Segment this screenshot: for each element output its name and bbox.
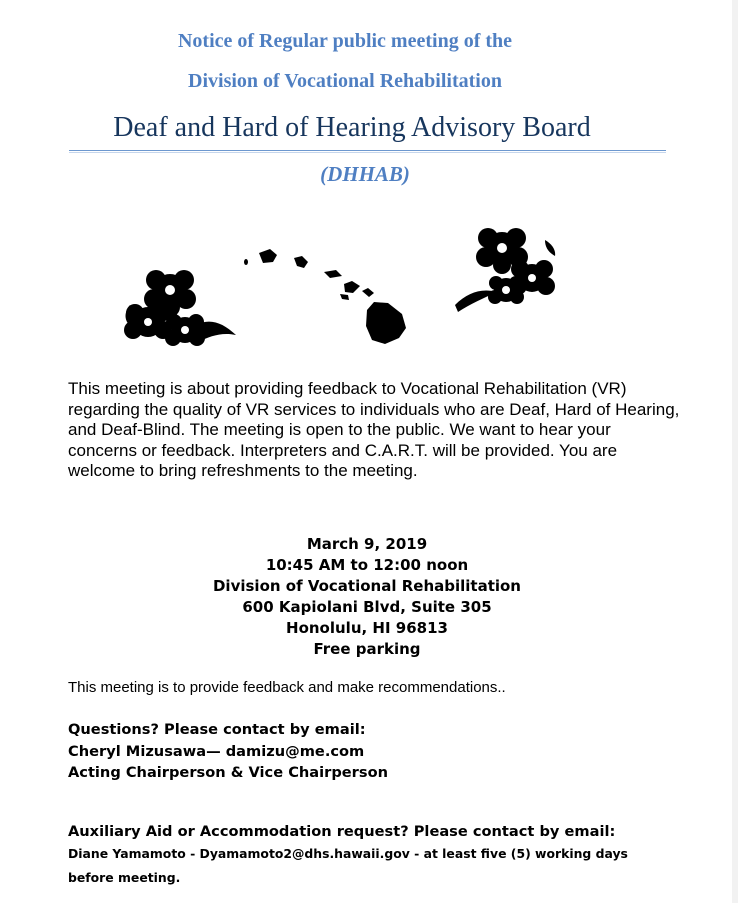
notice-heading-line2: Division of Vocational Rehabilitation — [188, 70, 502, 92]
hibiscus-left-icon — [124, 270, 236, 346]
meeting-details — [0, 534, 734, 660]
hibiscus-right-icon — [455, 228, 555, 312]
purpose-statement: This meeting is to provide feedback and make recommendations.. — [68, 679, 506, 696]
meeting-venue: Division of Vocational Rehabilitation — [212, 577, 521, 595]
board-title: Deaf and Hard of Hearing Advisory Board — [113, 112, 591, 143]
contact-section — [68, 719, 388, 784]
meeting-time: 10:45 AM to 12:00 noon — [265, 556, 469, 574]
intro-paragraph: This meeting is about providing feedback to Vocational Rehabilitation (VR) regarding the quality of VR services to individuals who are Deaf, Hard of Hearing, and Deaf-Blind. The meeting is open to the public. We want to hear your concerns or feedback. Interpreters and C.A.R.T. will be provided. You are welcome to bring refreshments to the meeting. — [68, 379, 680, 481]
board-abbreviation: (DHHAB) — [320, 162, 410, 186]
contact-name-email[interactable]: Cheryl Mizusawa— damizu@me.com — [68, 742, 365, 760]
meeting-date: March 9, 2019 — [306, 535, 428, 553]
meeting-city: Honolulu, HI 96813 — [286, 619, 448, 637]
contact-role: Acting Chairperson & Vice Chairperson — [68, 764, 388, 781]
notice-heading-line1: Notice of Regular public meeting of the — [177, 30, 513, 52]
accommodation-prompt: Auxiliary Aid or Accommodation request? Please contact by email: — [68, 823, 616, 840]
contact-prompt: Questions? Please contact by email: — [68, 721, 366, 738]
meeting-parking: Free parking — [313, 640, 421, 658]
hawaiian-islands-icon — [244, 249, 406, 344]
accommodation-contact[interactable]: Diane Yamamoto - Dyamamoto2@dhs.hawaii.gov - at least five (5) working days — [68, 846, 628, 861]
accommodation-section — [68, 823, 668, 891]
meeting-address: 600 Kapiolani Blvd, Suite 305 — [242, 598, 492, 616]
accommodation-deadline: before meeting. — [68, 870, 181, 885]
